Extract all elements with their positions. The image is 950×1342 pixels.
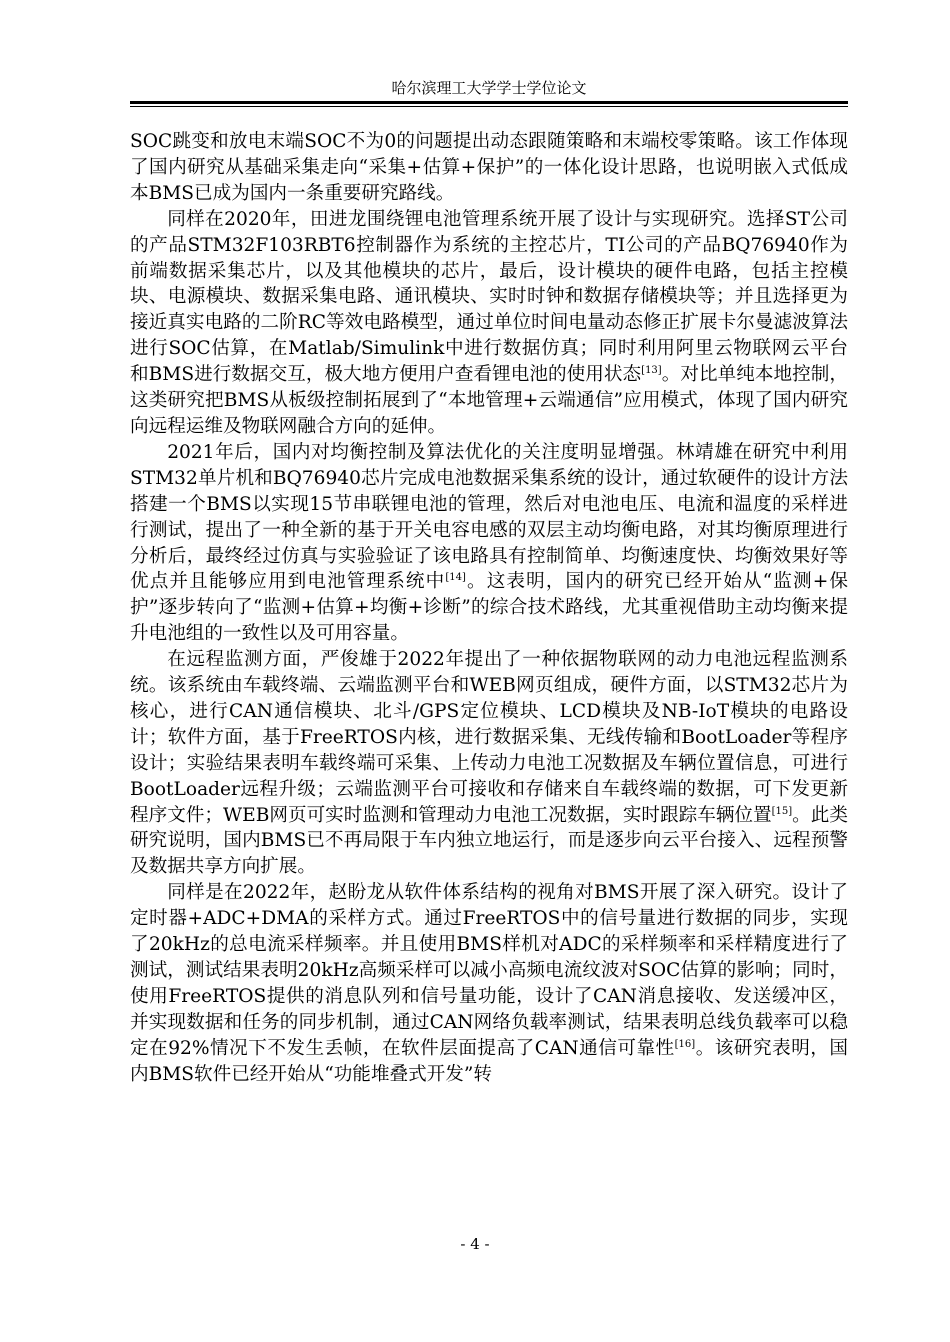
body-paragraph bbox=[130, 440, 848, 647]
paragraph-text: 。该研究表明，国内BMS软件已经开始从“功能堆叠式开发”转 bbox=[130, 1037, 848, 1085]
body-paragraph bbox=[130, 207, 848, 440]
body-paragraph bbox=[130, 647, 848, 880]
citation-ref: [15] bbox=[771, 805, 793, 817]
body-text bbox=[130, 129, 848, 1088]
paragraph-text: 。对比单纯本地控制，这类研究把BMS从板级控制拓展到了“本地管理+云端通信”应用模式，体现了国内研究向远程运维及物联网融合方向的延伸。 bbox=[130, 364, 848, 437]
body-paragraph bbox=[130, 880, 848, 1087]
citation-ref: [16] bbox=[674, 1038, 696, 1050]
citation-ref: [13] bbox=[641, 364, 662, 376]
citation-ref: [14] bbox=[445, 572, 466, 584]
paragraph-text: 在远程监测方面，严俊雄于2022年提出了一种依据物联网的动力电池远程监测系统。该系统由车载终端、云端监测平台和WEB网页组成，硬件方面，以STM32芯片为核心，进行CAN通信模块、北斗/GPS定位模块、LCD模块及NB-IoT模块的电路设计；软件方面，基于FreeRTOS内核，进行数据采集、无线传输和BootLoader等程序设计；实验结果表明车载终端可采集、上传动力电池工况数据及车辆位置信息，可进行BootLoader远程升级；云端监测平台可接收和存储来自车载终端的数据，可下发更新程序文件；WEB网页可实时监测和管理动力电池工况数据，实时跟踪车辆位置 bbox=[130, 649, 848, 826]
header-rule-thin bbox=[130, 106, 848, 107]
page-number: - 4 - bbox=[460, 1235, 490, 1253]
running-header: 哈尔滨理工大学学士学位论文 bbox=[391, 79, 587, 97]
paragraph-text: 。此类研究说明，国内BMS已不再局限于车内独立地运行，而是逐步向云平台接入、远程预警及数据共享方向扩展。 bbox=[130, 804, 848, 878]
paragraph-text: 。这表明，国内的研究已经开始从“监测+保护”逐步转向了“监测+估算+均衡+诊断”的综合技术路线，尤其重视借助主动均衡来提升电池组的一致性以及可用容量。 bbox=[130, 571, 848, 645]
paragraph-text: 同样在2020年，田进龙围绕锂电池管理系统开展了设计与实现研究。选择ST公司的产品STM32F103RBT6控制器作为系统的主控芯片，TI公司的产品BQ76940作为前端数据采集芯片，以及其他模块的芯片，最后，设计模块的硬件电路，包括主控模块、电源模块、数据采集电路、通讯模块、实时时钟和数据存储模块等；并且选择更为接近真实电路的二阶RC等效电路模型，通过单位时间电量动态修正扩展卡尔曼滤波算法进行SOC估算，在Matlab/Simulink中进行数据仿真；同时利用阿里云物联网云平台和BMS进行数据交互，极大地方便用户查看锂电池的使用状态 bbox=[130, 208, 848, 386]
paragraph-text: SOC跳变和放电末端SOC不为0的问题提出动态跟随策略和末端校零策略。该工作体现了国内研究从基础采集走向“采集+估算+保护”的一体化设计思路，也说明嵌入式低成本BMS已成为国内一条重要研究路线。 bbox=[130, 131, 848, 204]
header-rule-thick bbox=[130, 101, 848, 104]
paragraph-text: 2021年后，国内对均衡控制及算法优化的关注度明显增强。林靖雄在研究中利用STM32单片机和BQ76940芯片完成电池数据采集系统的设计，通过软硬件的设计方法搭建一个BMS以实现15节串联锂电池的管理，然后对电池电压、电流和温度的采样进行测试，提出了一种全新的基于开关电容电感的双层主动均衡电路，对其均衡原理进行分析后，最终经过仿真与实验验证了该电路具有控制简单、均衡速度快、均衡效果好等优点并且能够应用到电池管理系统中 bbox=[130, 441, 848, 593]
paragraph-text: 同样是在2022年，赵盼龙从软件体系结构的视角对BMS开展了深入研究。设计了定时器+ADC+DMA的采样方式。通过FreeRTOS中的信号量进行数据的同步，实现了20kHz的总电流采样频率。并且使用BMS样机对ADC的采样频率和采样精度进行了测试，测试结果表明20kHz高频采样可以减小高频电流纹波对SOC估算的影响；同时，使用FreeRTOS提供的消息队列和信号量功能，设计了CAN消息接收、发送缓冲区，并实现数据和任务的同步机制，通过CAN网络负载率测试，结果表明总线负载率可以稳定在92%情况下不发生丢帧，在软件层面提高了CAN通信可靠性 bbox=[130, 882, 848, 1059]
body-paragraph bbox=[130, 129, 848, 207]
